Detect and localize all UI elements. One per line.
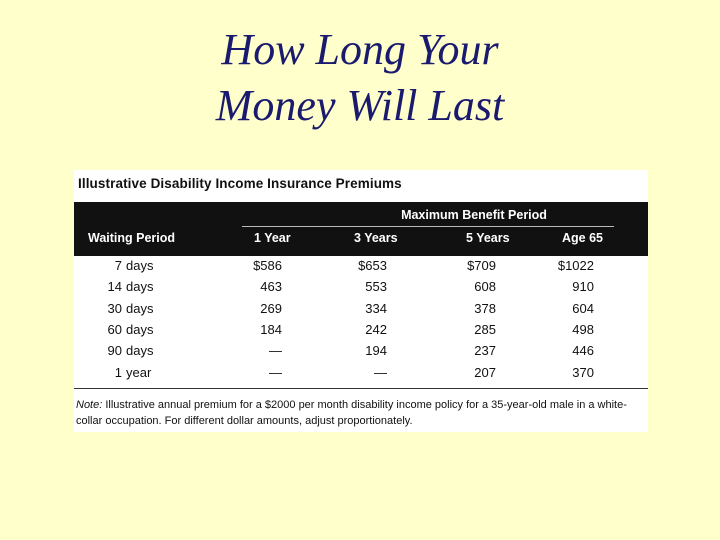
cell-3-years: 334 [365,300,387,316]
cell-3-years: 553 [365,279,387,295]
cell-5-years: 378 [474,300,496,316]
waiting-number: 30 [107,300,122,316]
col-header-5-years: 5 Years [466,231,510,245]
cell-1-year: — [269,364,282,380]
cell-3-years: $653 [358,258,387,273]
col-header-age-65: Age 65 [562,231,603,245]
note-label: Note: [76,399,103,411]
cell-3-years: — [374,364,387,380]
cell-3-years: 194 [365,343,387,359]
cell-age-65: $1022 [557,258,594,273]
cell-5-years: $709 [467,258,496,273]
cell-1-year: — [269,343,282,359]
waiting-unit: days [126,343,154,359]
waiting-number: 1 [114,364,122,380]
waiting-number: 90 [107,343,122,359]
col-header-waiting-period: Waiting Period [88,231,176,245]
waiting-unit: days [126,300,154,316]
cell-5-years: 237 [474,343,496,359]
group-header: Maximum Benefit Period [401,208,547,222]
waiting-number: 14 [107,279,122,295]
col-header-1-year: 1 Year [254,231,291,245]
group-header-rule [242,226,614,227]
cell-1-year: 269 [260,300,282,316]
table-caption: Illustrative Disability Income Insurance Premiums [78,176,402,191]
slide-title [0,22,720,134]
cell-age-65: 446 [572,343,594,359]
waiting-unit: days [126,321,154,337]
waiting-number: 60 [107,321,122,337]
premium-table-panel [74,170,648,432]
cell-age-65: 910 [572,279,594,295]
title-line-2: Money Will Last [215,81,505,130]
cell-5-years: 207 [474,364,496,380]
table-bottom-rule [74,388,648,389]
cell-age-65: 370 [572,364,594,380]
title-line-1: How Long Your [221,25,499,74]
cell-1-year: $586 [253,258,282,273]
col-header-3-years: 3 Years [354,231,398,245]
waiting-unit: days [126,258,154,273]
cell-1-year: 184 [260,321,282,337]
waiting-unit: days [126,279,154,295]
cell-5-years: 285 [474,321,496,337]
cell-3-years: 242 [365,321,387,337]
note-text: Illustrative annual premium for a $2000 per month disability income policy for a 35-year-old male in a white-collar occupation. For different dollar amounts, adjust proportionately. [76,399,627,427]
table-note [76,397,636,429]
waiting-unit: year [126,364,152,380]
cell-1-year: 463 [260,279,282,295]
cell-5-years: 608 [474,279,496,295]
cell-age-65: 604 [572,300,594,316]
cell-age-65: 498 [572,321,594,337]
waiting-number: 7 [114,258,122,273]
